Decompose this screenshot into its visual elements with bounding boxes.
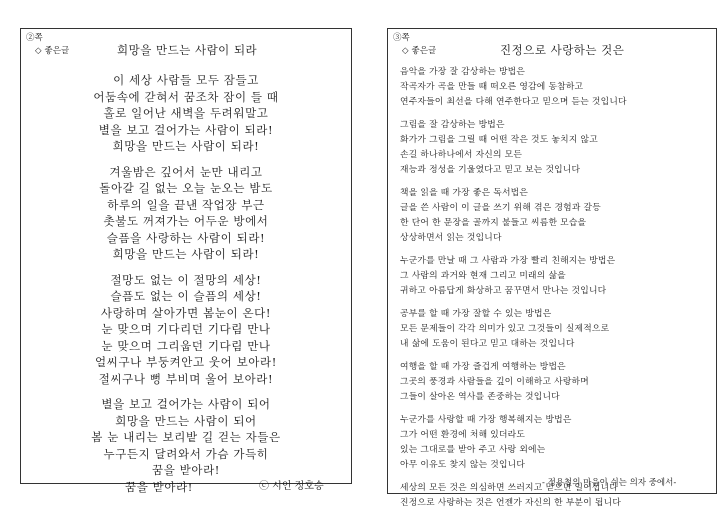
right-page [360, 0, 720, 515]
poem-line: 희망을 만드는 사람이 되라! [112, 139, 260, 153]
essay-line: 작곡자가 곡을 만들 때 떠오른 영감에 동참하고 [400, 82, 584, 92]
essay-paragraph [400, 254, 710, 299]
essay-line: 손길 하나하나에서 자신의 모든 [400, 150, 523, 160]
essay-line: 책을 읽을 때 가장 좋은 독서법은 [400, 188, 529, 198]
poem-line: 사랑하며 살아가면 봄눈이 온다! [100, 305, 272, 320]
poem-line: 슬픔도 없는 이 슬픔의 세상! [110, 289, 262, 303]
diamond-icon: ◇ [35, 46, 42, 56]
essay-paragraph [400, 65, 710, 110]
poem-line: 얼씨구나 부둥켜안고 웃어 보아라! [95, 355, 277, 369]
right-page-number: ③쪽 [393, 33, 410, 43]
poem-line: 희망을 만드는 사람이 되어 [115, 413, 257, 428]
poem-line: 겨울밤은 깊어서 눈만 내리고 [109, 164, 263, 179]
essay-line: 여행을 할 때 가장 즐겁게 여행하는 방법은 [400, 362, 566, 372]
essay-line: 그가 어떤 환경에 처해 있더라도 [400, 430, 526, 440]
essay-line: 누군가를 사랑할 때 가장 행복해지는 방법은 [400, 415, 572, 425]
diamond-icon: ◇ [402, 46, 409, 56]
essay-line: 귀하고 아름답게 화상하고 꿈꾸면서 만나는 것입니다 [400, 286, 607, 296]
poem-stanza-3 [21, 272, 351, 388]
poem-line: 돌아갈 길 없는 오늘 눈오는 밤도 [99, 181, 273, 195]
right-section-marker [402, 44, 436, 56]
poem-line: 촛불도 꺼져가는 어두운 방에서 [103, 214, 269, 228]
essay-line: 글을 쓴 사람이 이 글을 쓰기 위해 겪은 경험과 갈등 [400, 203, 601, 213]
right-marker-label: 좋은글 [411, 46, 437, 56]
essay-line: 그 사람의 과거와 현재 그리고 미래의 삶을 [400, 271, 566, 281]
essay-source: - 정용철의 마음이 쉬는 의자 중에서- [542, 478, 677, 488]
poem-line: 봄 눈 내리는 보리밭 길 걷는 자들은 [91, 430, 281, 444]
poem-body [21, 72, 351, 504]
essay-paragraph [400, 186, 710, 246]
essay-line: 그곳의 풍경과 사람들을 깊이 이해하고 사랑하며 [400, 377, 589, 387]
poem-line: 홀로 일어난 새벽을 두려워말고 [103, 106, 269, 120]
essay-line: 화가가 그림을 그릴 때 어떤 작은 것도 놓치지 않고 [400, 135, 598, 145]
poem-line: 별을 보고 걸어가는 사람이 되라! [98, 122, 274, 137]
essay-paragraph [400, 360, 710, 405]
essay-line: 한 단어 한 문장을 골까지 불들고 씨름한 모습을 [400, 218, 587, 228]
poem-stanza-2 [21, 164, 351, 263]
poem-line: 꿈을 받아라! [151, 463, 221, 477]
poem-author: ⓒ 시인 정호승 [259, 480, 324, 492]
essay-paragraph [400, 413, 710, 473]
left-section-marker [35, 44, 69, 56]
essay-paragraph [400, 307, 710, 352]
poem-line: 눈 맞으며 그리웁던 기다림 만나 [101, 338, 271, 353]
left-page [0, 0, 360, 515]
left-page-number: ②쪽 [26, 33, 43, 43]
essay-line: 모든 문제들이 각각 의미가 있고 그것들이 실제적으로 [400, 324, 610, 334]
poem-line: 누구든지 달려와서 가슴 가득히 [103, 446, 269, 461]
poem-line: 별을 보고 걸어가는 사람이 되어 [101, 397, 271, 411]
essay-body [400, 65, 710, 519]
essay-line: 내 삶에 도움이 된다고 믿고 대하는 것입니다 [400, 339, 575, 349]
poem-line: 절씨구나 뻥 부비며 울어 보아라! [98, 371, 274, 386]
poem-line: 하루의 일을 끝낸 작업장 부근 [107, 197, 265, 212]
left-marker-label: 좋은글 [44, 46, 70, 56]
essay-line: 진정으로 사랑하는 것은 언젠가 자신의 한 부분이 됩니다 [400, 498, 622, 508]
essay-line: 그들이 살아온 역사를 존중하는 것입니다 [400, 392, 560, 402]
essay-line: 아무 이유도 찾지 않는 것입니다 [400, 460, 526, 470]
essay-title: 진정으로 사랑하는 것은 [500, 43, 625, 57]
poem-line: 어둠속에 갇혀서 꿈조차 잠이 들 때 [93, 89, 279, 104]
poem-line: 이 세상 사람들 모두 잠들고 [113, 73, 259, 87]
poem-line: 꿈을 받아라! [125, 479, 194, 494]
essay-line: 음악을 가장 잘 감상하는 방법은 [400, 67, 526, 77]
poem-stanza-4 [21, 396, 351, 495]
poem-title: 희망을 만드는 사람이 되라 [117, 43, 258, 57]
essay-line: 있는 그대로를 받아 주고 사랑 외에는 [400, 445, 546, 455]
poem-stanza-1 [21, 72, 351, 155]
poem-closing-row [21, 479, 351, 496]
essay-line: 재능과 정성을 기울였다고 믿고 보는 것입니다 [400, 165, 581, 175]
essay-line: 세상의 모든 것은 의심하면 쓰러지고 믿으면 일어섭니다 [400, 483, 619, 493]
essay-line: 상상하면서 읽는 것입니다 [400, 233, 502, 243]
poem-line: 슬픔을 사랑하는 사람이 되라! [106, 230, 266, 245]
left-page-frame [20, 28, 352, 494]
poem-line: 눈 맞으며 기다리던 기다림 만나 [101, 322, 271, 336]
poem-line: 희망을 만드는 사람이 되라! [112, 247, 260, 261]
essay-line: 연주자들이 최선을 다해 연주한다고 믿으며 듣는 것입니다 [400, 97, 627, 107]
right-page-frame [387, 28, 717, 508]
essay-line: 누군가를 만날 때 그 사람과 가장 빨리 친해지는 방법은 [400, 256, 616, 266]
poem-line: 절망도 없는 이 절망의 세상! [110, 272, 262, 287]
essay-paragraph [400, 118, 710, 178]
essay-line: 그림을 잘 감상하는 방법은 [400, 120, 505, 130]
essay-line: 공부를 할 때 가장 잘할 수 있는 방법은 [400, 309, 552, 319]
